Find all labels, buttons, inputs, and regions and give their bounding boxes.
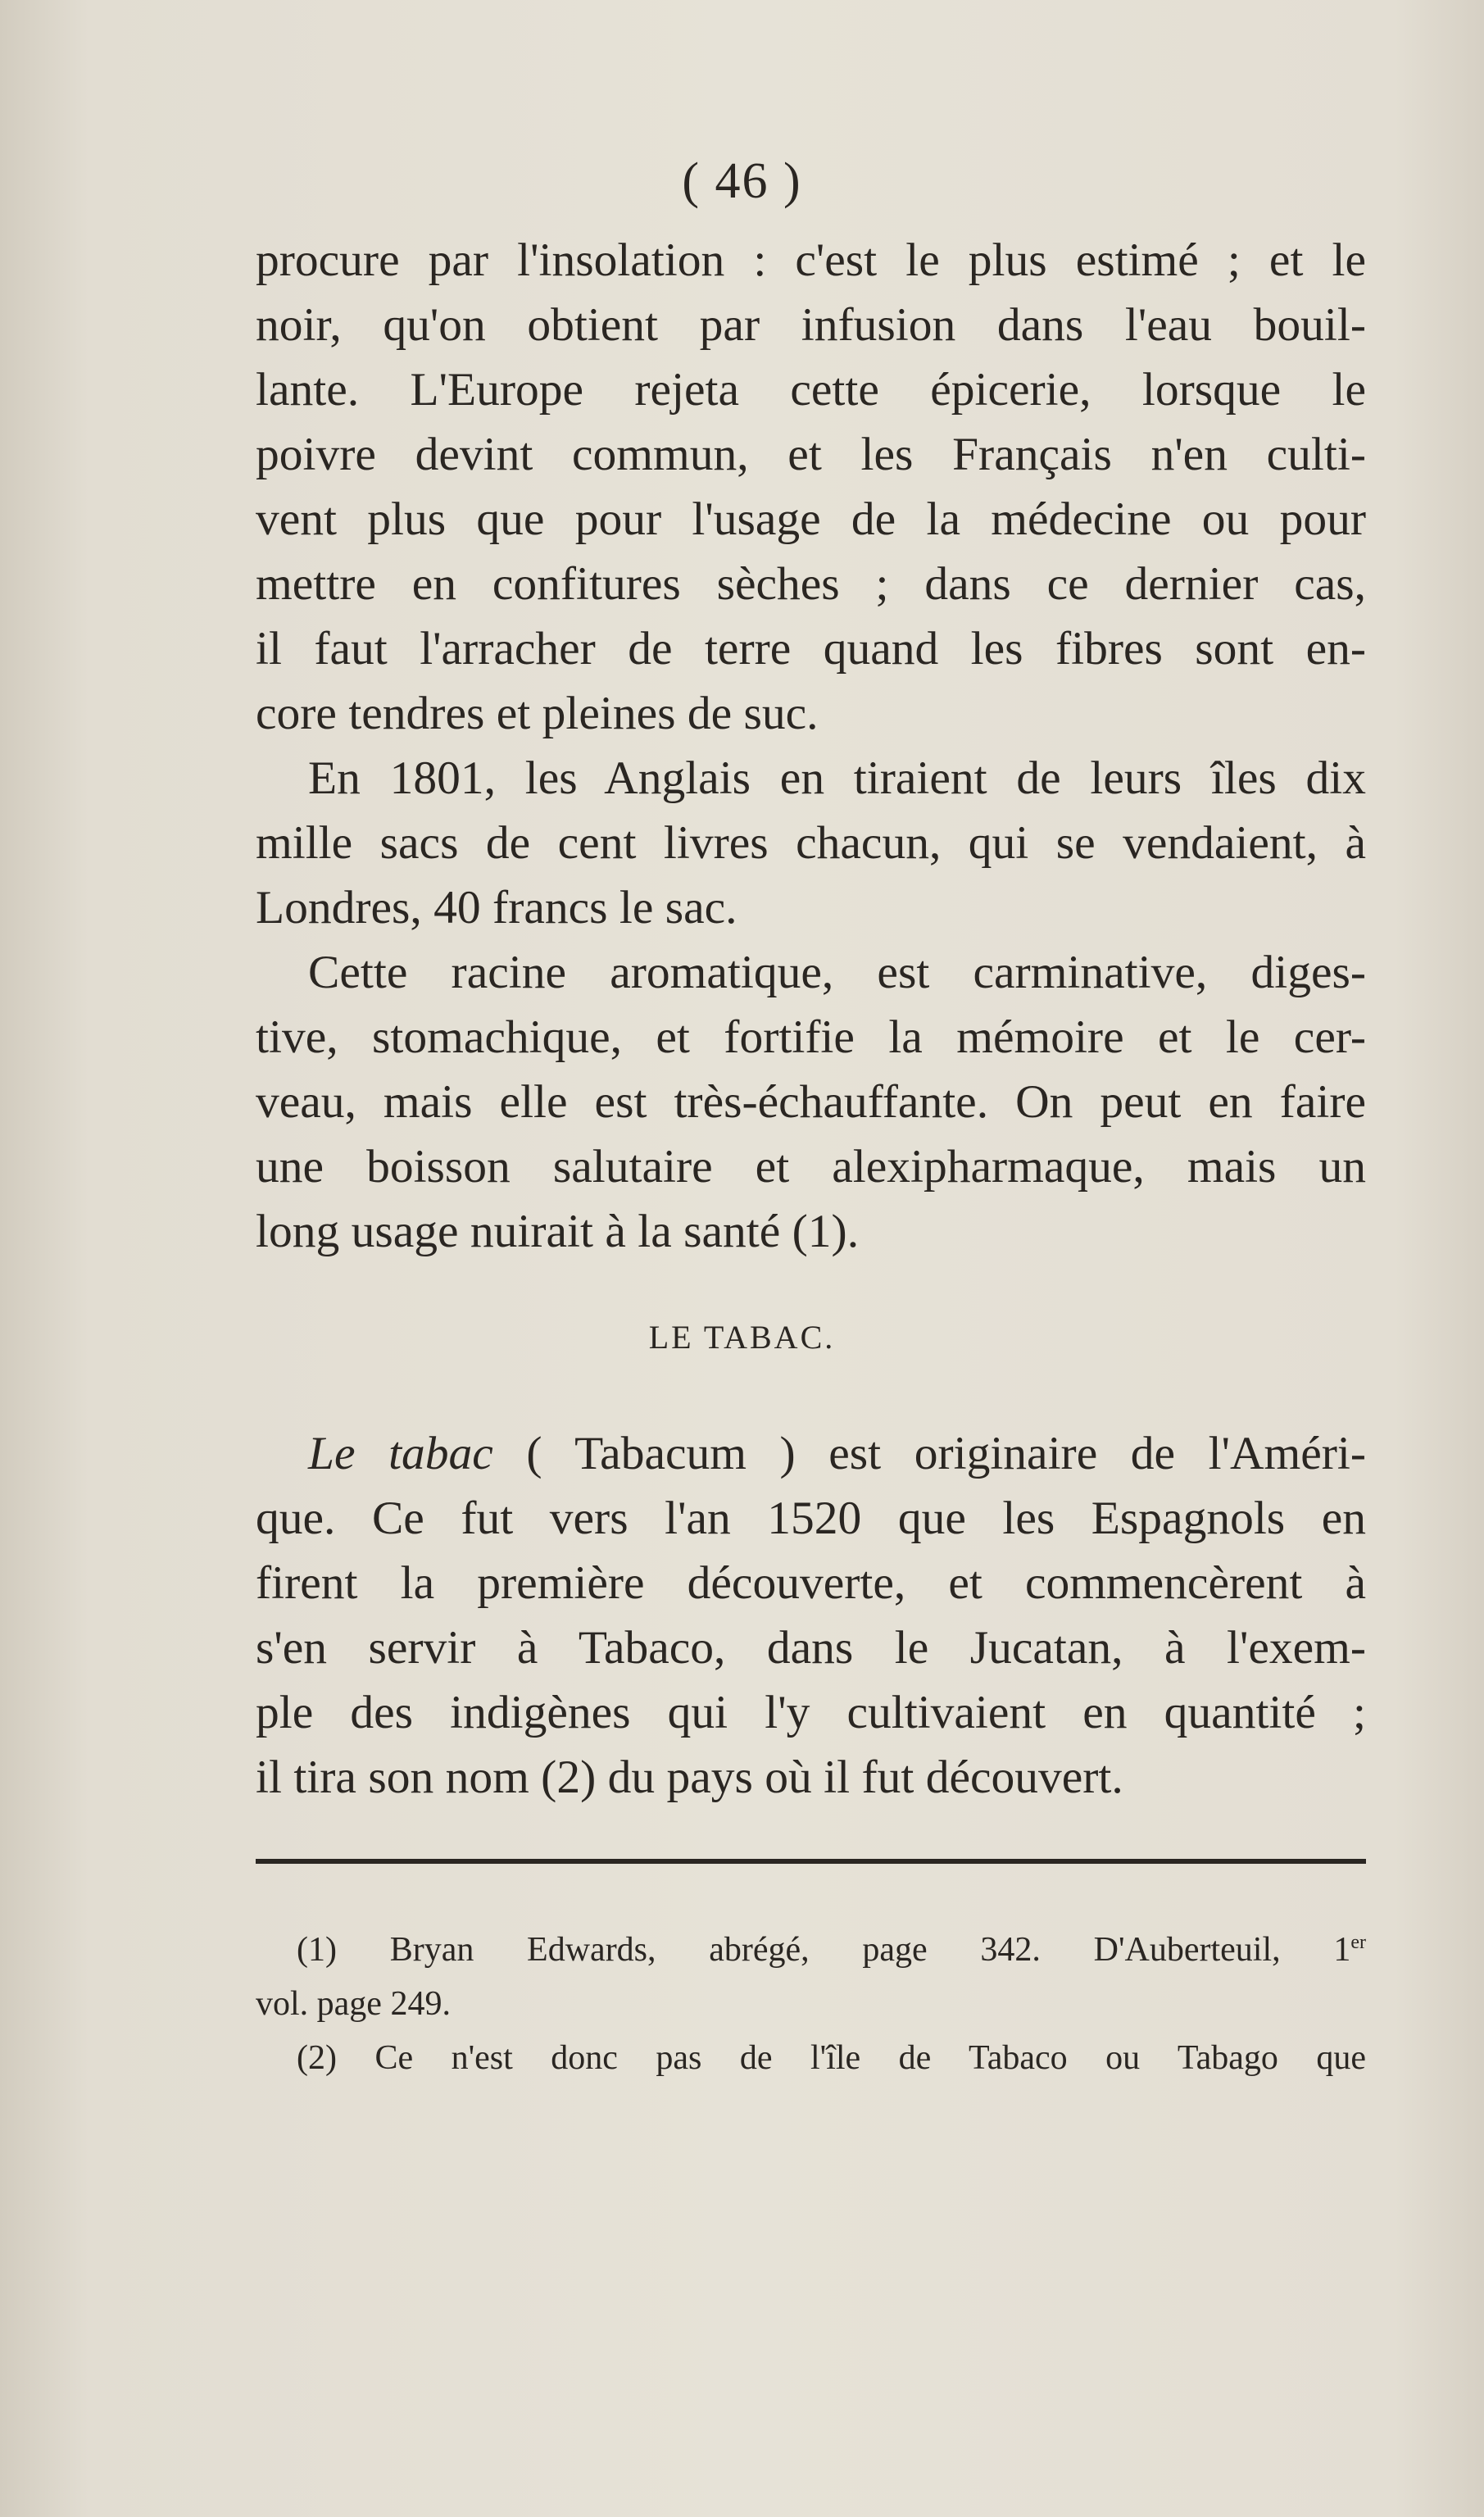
- body-text-bottom: [256, 1421, 1366, 1810]
- section-title: LE TABAC.: [648, 1319, 836, 1356]
- footnote-line: (2) Ce n'est donc pas de l'île de Tabaco ou Tabago que: [297, 2039, 1366, 2077]
- text-line: En 1801, les Anglais en tiraient de leurs îles dix: [308, 752, 1366, 804]
- text-line: mille sacs de cent livres chacun, qui se vendaient, à: [256, 817, 1366, 869]
- text-line: il faut l'arracher de terre quand les fibres sont en-: [256, 623, 1366, 675]
- text-line: vent plus que pour l'usage de la médecine ou pour: [256, 493, 1366, 545]
- text-line: firent la première découverte, et commencèrent à: [256, 1557, 1366, 1609]
- text-line: tive, stomachique, et fortifie la mémoire et le cer-: [256, 1011, 1366, 1063]
- footnote-divider: [256, 1859, 1366, 1864]
- text-line: core tendres et pleines de suc.: [256, 688, 819, 739]
- footnotes: [256, 1923, 1366, 2085]
- footnote-line: [256, 1923, 1366, 1977]
- text-line: mettre en confitures sèches ; dans ce dernier cas,: [256, 558, 1366, 610]
- text-line: Londres, 40 francs le sac.: [256, 882, 737, 934]
- text-line: une boisson salutaire et alexipharmaque, mais un: [256, 1141, 1366, 1193]
- text-line: long usage nuirait à la santé (1).: [256, 1206, 860, 1257]
- footnote-line: vol. page 249.: [256, 1985, 451, 2023]
- text-line: procure par l'insolation : c'est le plus estimé ; et le: [256, 234, 1366, 286]
- text-line: s'en servir à Tabaco, dans le Jucatan, à l'exem-: [256, 1622, 1366, 1674]
- text-line: lante. L'Europe rejeta cette épicerie, lorsque le: [256, 364, 1366, 416]
- footnote-1-text: (1) Bryan Edwards, abrégé, page 342. D'Auberteuil, 1: [297, 1931, 1351, 1969]
- text-line: [256, 1421, 1366, 1486]
- text-line: veau, mais elle est très-échauffante. On peut en faire: [256, 1076, 1366, 1128]
- text-line: noir, qu'on obtient par infusion dans l'eau bouil-: [256, 299, 1366, 351]
- text-line: que. Ce fut vers l'an 1520 que les Espagnols en: [256, 1492, 1366, 1544]
- body-text-top: [256, 228, 1366, 1264]
- page-number: ( 46 ): [682, 153, 802, 209]
- text-line: poivre devint commun, et les Français n'en culti-: [256, 429, 1366, 480]
- italic-term: Le tabac: [308, 1428, 493, 1479]
- text-line: ple des indigènes qui l'y cultivaient en quantité ;: [256, 1687, 1366, 1738]
- footnote-1-superscript: er: [1350, 1932, 1366, 1953]
- text-line: il tira son nom (2) du pays où il fut découvert.: [256, 1751, 1123, 1803]
- text-line: Cette racine aromatique, est carminative, diges-: [308, 947, 1366, 998]
- text-line-rest: ( Tabacum ) est originaire de l'Améri-: [492, 1428, 1366, 1479]
